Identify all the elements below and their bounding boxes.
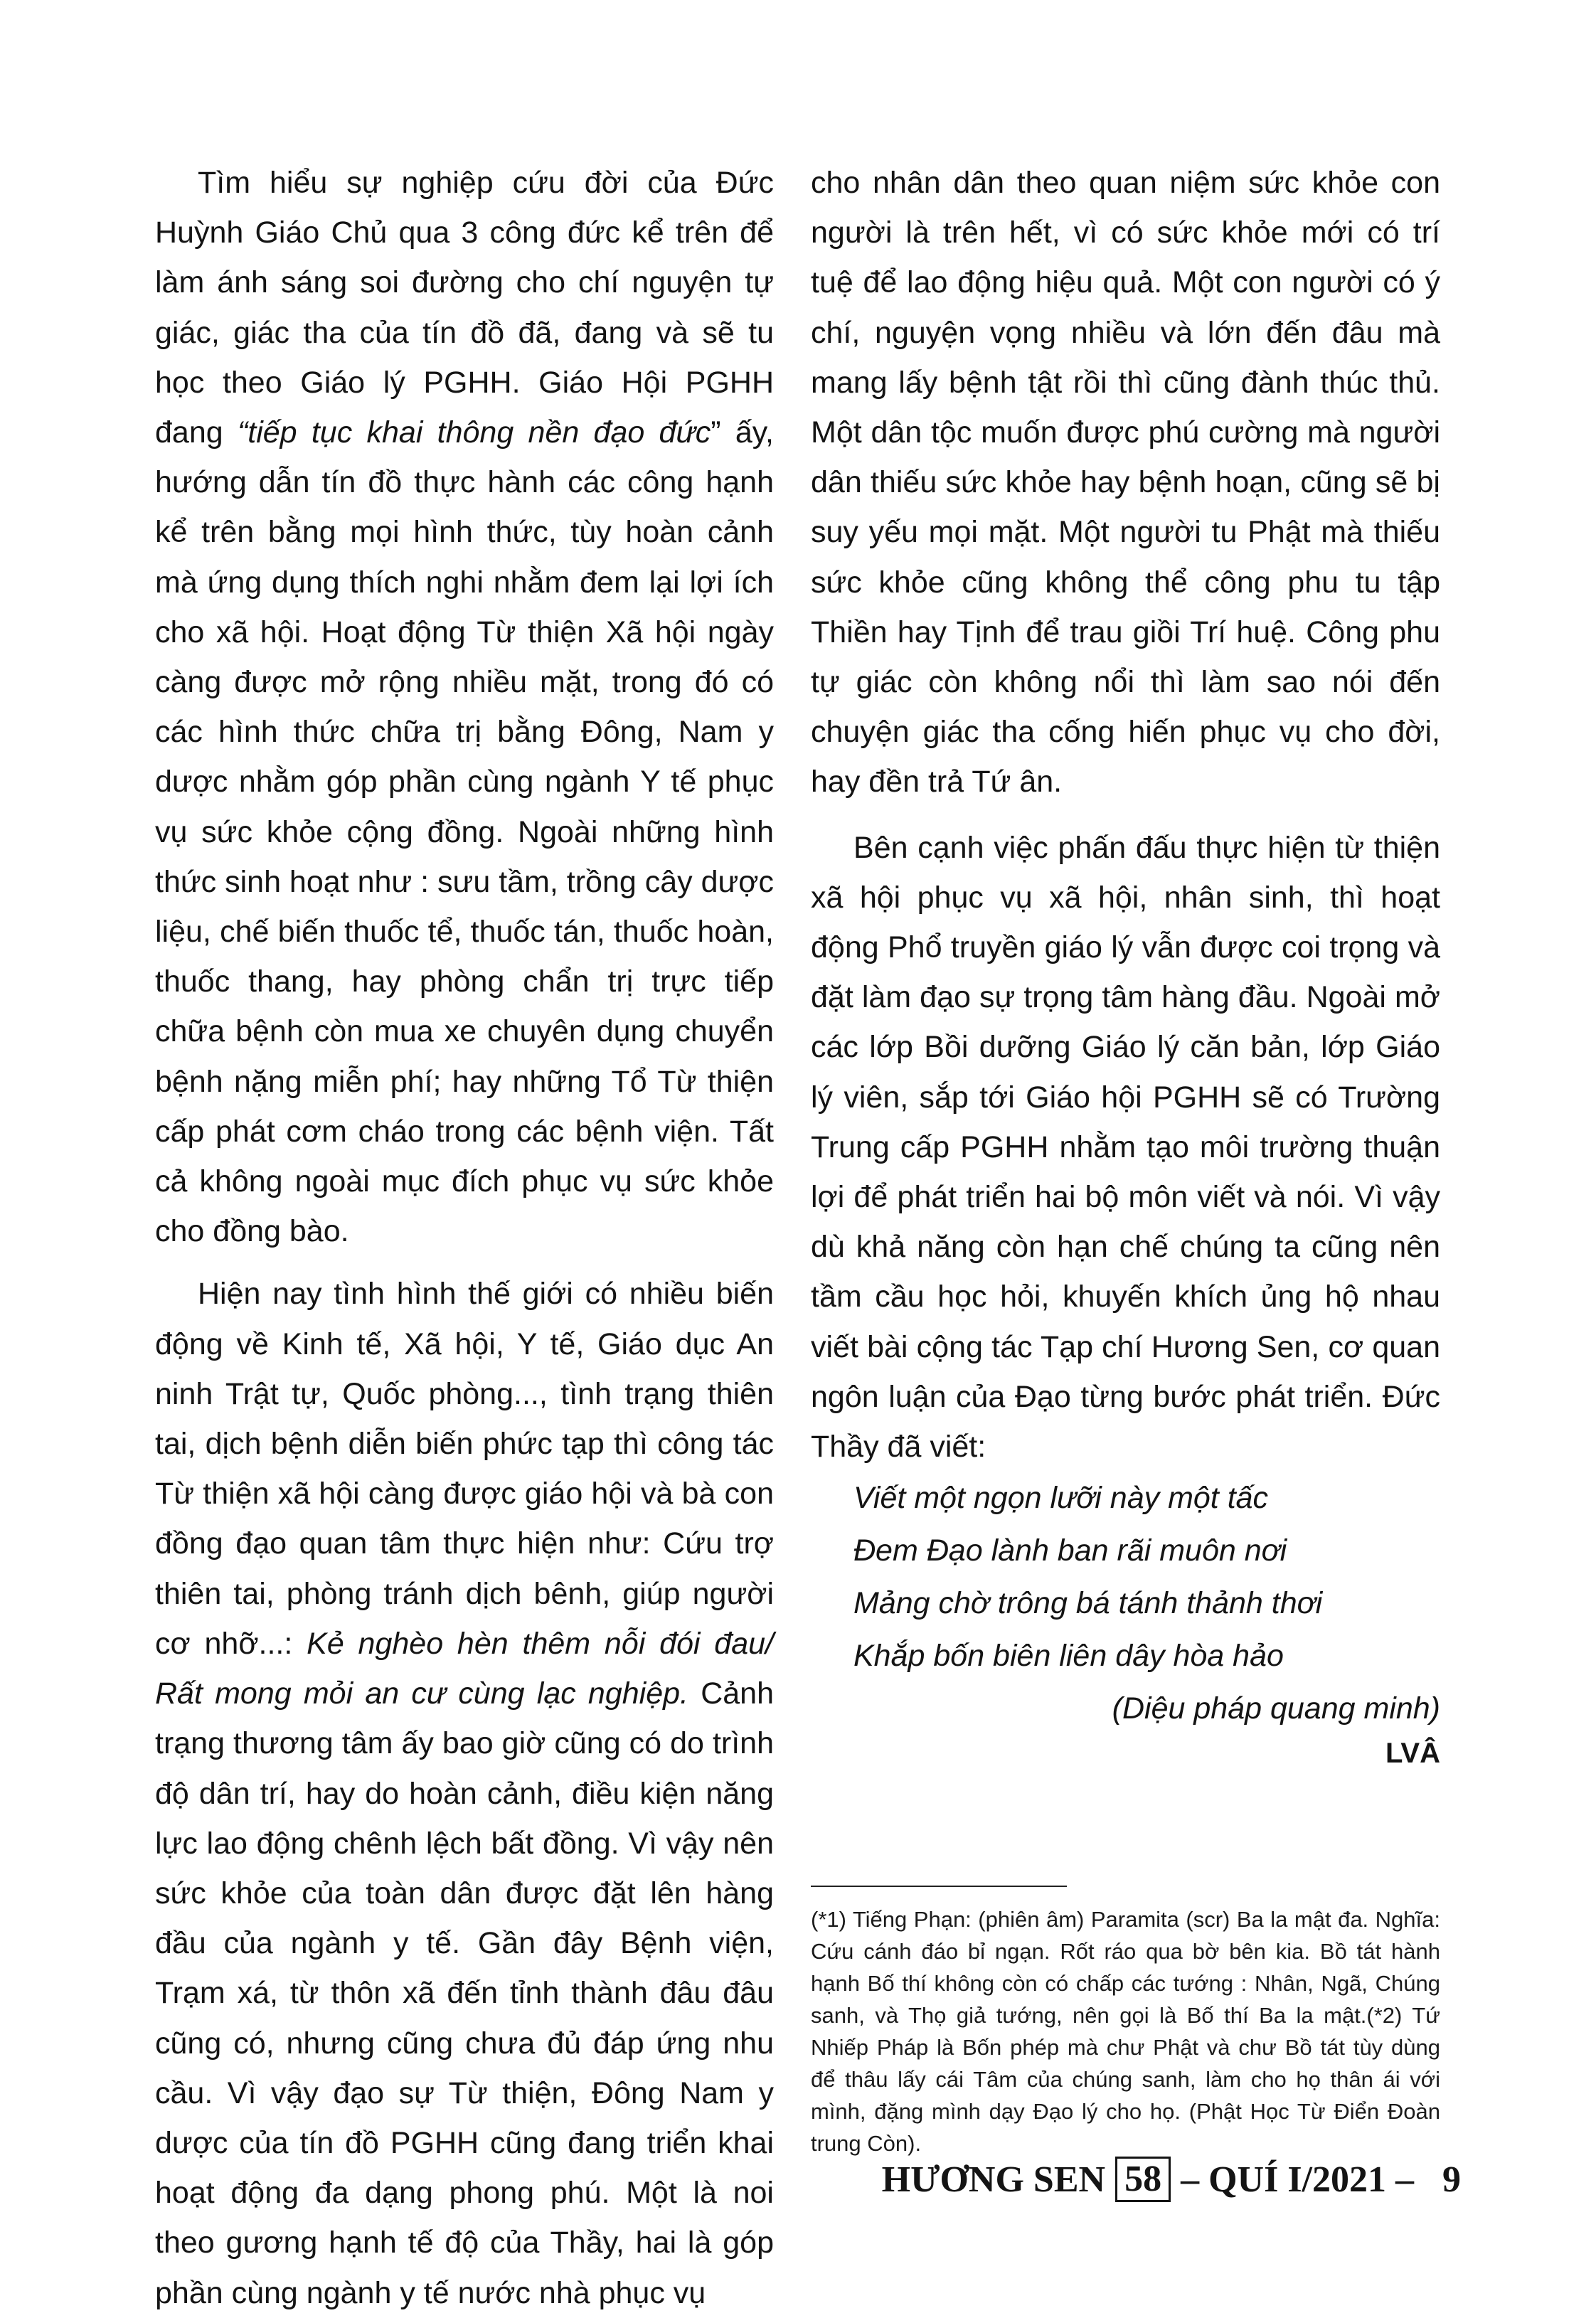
verse-source: (Diệu pháp quang minh) [1112,1691,1440,1726]
verse-line: Đem Đạo lành ban rãi muôn nơi [853,1533,1287,1568]
paragraph-teaching: Bên cạnh việc phấn đấu thực hiện từ thiện xã hội phục vụ xã hội, nhân sinh, thì hoạt động Phổ truyền giáo lý vẫn được coi trọng và đặt làm đạo sự trọng tâm hàng đầu. Ngoài mở các lớp Bồi dưỡng Giáo lý căn bản, lớp Giáo lý viên, sắp tới Giáo hội PGHH sẽ có Trường Trung cấp PGHH nhằm tạo môi trường thuận lợi để phát triển hai bộ môn viết và nói. Vì vậy dù khả năng còn hạn chế chúng ta cũng nên tầm cầu học hỏi, khuyến khích ủng hộ nhau viết bài cộng tác Tạp chí Hương Sen, cơ quan ngôn luận của Đạo từng bước phát triển. Đức Thầy đã viết: [811,830,1440,1464]
quote-text: “tiếp tục khai thông nền đạo đức [237,415,711,450]
footnote: (*1) Tiếng Phạn: (phiên âm) Paramita (scr) Ba la mật đa. Nghĩa: Cứu cánh đáo bỉ ngạn. Rốt ráo qua bờ bên kia. Bồ tát hành hạnh Bố thí không còn có chấp các tướng : Nhân, Ngã, Chúng sanh, và Thọ giả tướng, nên gọi là Bố thí Ba la mật.(*2) Tứ Nhiếp Pháp là Bốn phép mà chư Phật và chư Bồ tát tùy dùng để thâu lấy cái Tâm của chúng sanh, làm cho họ thân ái với mình, đặng mình dạy Đạo lý cho họ. (Phật Học Từ Điển Đoàn trung Còn). [811,1907,1440,2156]
verse-line: Mảng chờ trông bá tánh thảnh thơi [853,1586,1323,1621]
verse-line: Khắp bốn biên liên dây hòa hảo [853,1639,1284,1674]
text-run: ” ấy, hướng dẫn tín đồ thực hành các công hạnh kể trên bằng mọi hình thức, tùy hoàn cảnh mà ứng dụng thích nghi nhằm đem lại lợi ích cho xã hội. Hoạt động Từ thiện Xã hội ngày càng được mở rộng nhiều mặt, trong đó có các hình thức chữa trị bằng Đông, Nam y dược nhằm góp phần cùng ngành Y tế phục vụ sức khỏe cộng đồng. Ngoài những hình thức sinh hoạt như : sưu tầm, trồng cây dược liệu, chế biến thuốc tể, thuốc tán, thuốc hoàn, thuốc thang, hay phòng chẩn trị trực tiếp chữa bệnh còn mua xe chuyên dụng chuyển bệnh nặng miễn phí; hay những Tổ Từ thiện cấp phát cơm cháo trong các bệnh viện. Tất cả không ngoài mục đích phục vụ sức khỏe cho đồng bào. [155,415,774,1249]
verse-line: Viết một ngọn lưỡi này một tấc [853,1481,1269,1516]
footnote-divider [811,1886,1067,1887]
page-footer [882,2157,1461,2202]
text-run: Tìm hiểu sự nghiệp cứu đời của Đức Huỳnh Giáo Chủ qua 3 công đức kể trên để làm ánh sáng soi đường cho chí nguyện tự giác, giác tha của tín đồ đã, đang và sẽ tu học theo Giáo lý PGHH. Giáo Hội PGHH đang [155,166,774,450]
text-run: Hiện nay tình hình thế giới có nhiều biến động về Kinh tế, Xã hội, Y tế, Giáo dục An ninh Trật tự, Quốc phòng..., tình trạng thiên tai, dịch bệnh diễn biến phức tạp thì công tác Từ thiện xã hội càng được giáo hội và bà con đồng đạo quan tâm thực hiện như: Cứu trợ thiên tai, phòng tránh dịch bênh, giúp người cơ nhỡ...: [155,1277,774,1661]
paragraph-health: cho nhân dân theo quan niệm sức khỏe con người là trên hết, vì có sức khỏe mới có trí tuệ để lao động hiệu quả. Một con người có ý chí, nguyện vọng nhiều và lớn đến đâu mà mang lấy bệnh tật rồi thì cũng đành thúc thủ. Một dân tộc muốn được phú cường mà người dân thiếu sức khỏe hay bệnh hoạn, cũng sẽ bị suy yếu mọi mặt. Một người tu Phật mà thiếu sức khỏe cũng không thể công phu tu tập Thiền hay Tịnh để trau giồi Trí huệ. Công phu tự giác còn không nổi thì làm sao nói đến chuyện giác tha cống hiến phục vụ cho đời, hay đền trả Tứ ân. [811,166,1440,799]
issue-number: 58 [1115,2157,1171,2202]
right-column [811,158,1440,1772]
magazine-name: HƯƠNG SEN [881,2159,1106,2200]
author-signature: LVÂ [1385,1738,1440,1770]
text-run: Cảnh trạng thương tâm ấy bao giờ cũng có do trình độ dân trí, hay do hoàn cảnh, điều kiện năng lực lao động chênh lệch bất đồng. Vì vậy nên sức khỏe của toàn dân được đặt lên hàng đầu của ngành y tế. Gần đây Bệnh viện, Trạm xá, từ thôn xã đến tỉnh thành đâu đâu cũng có, nhưng cũng chưa đủ đáp ứng nhu cầu. Vì vậy đạo sự Từ thiện, Đông Nam y dược của tín đồ PGHH cũng đang triển khai hoạt động đa dạng phong phú. Một là noi theo gương hạnh tế độ của Thầy, hai là góp phần cùng ngành y tế nước nhà phục vụ [155,1676,774,2310]
paragraph-intro [155,158,774,1256]
issue-quarter: – QUÍ I/2021 – [1181,2159,1414,2200]
quote-text: Kẻ nghèo hèn thêm nỗi đói đau/ Rất mong mỏi an cư cùng lạc nghiệp. [155,1626,774,1711]
left-column [155,158,774,2318]
verse-block [811,1472,1440,1682]
paragraph-current-situation [155,1269,774,2317]
page-number: 9 [1442,2159,1461,2200]
